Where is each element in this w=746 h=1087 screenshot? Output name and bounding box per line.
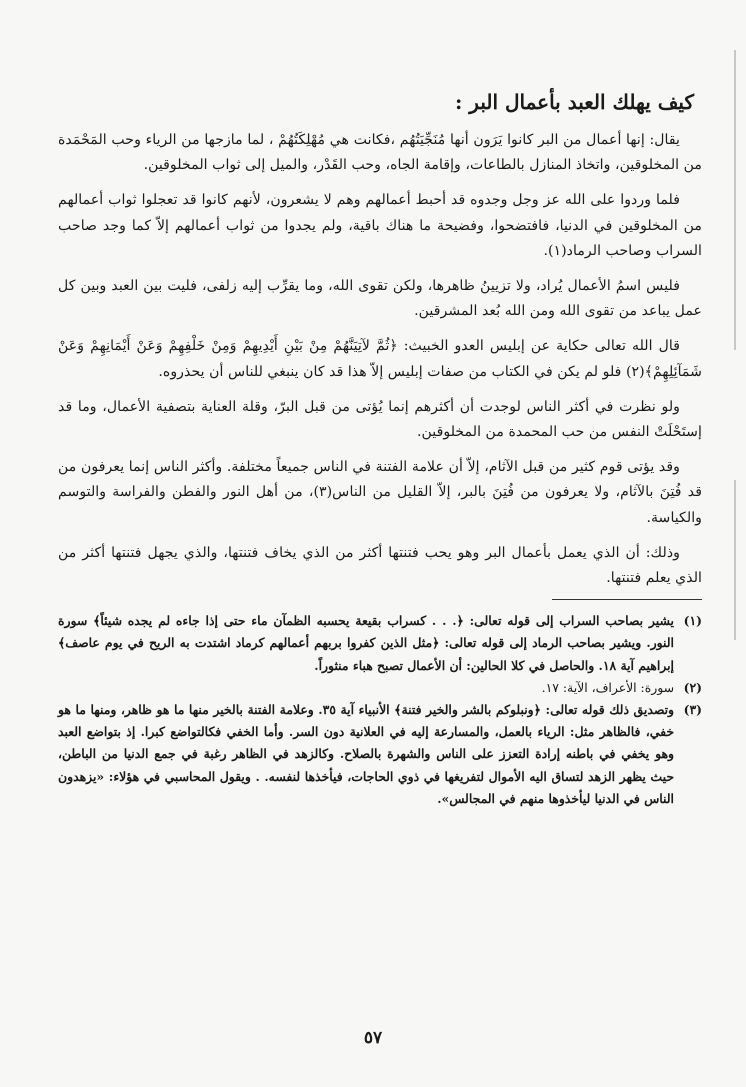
scan-edge-mark: [734, 50, 736, 350]
footnote-text: وتصديق ذلك قوله تعالى: ﴿ونبلوكم بالشر والخير فتنة﴾ الأنبياء آية ٣٥. وعلامة الفتنة بالخير منها ما هو ظاهر، ومنها ما هو خفي، فالظاهر مثل: الرياء بالعمل، والمسارعة إليه في العلانية دون السر. وأما الخفي فكالتواضع كبرا. إذ بتواضع العبد وهو يخفي في باطنه إرادة التعزز على الناس والشهرة بالصلاح. وكالزهد في الظاهر رغبة في جمع الدنيا من الباطن، حيث يظهر الزهد لتساق اليه الأموال لتفريغها في ذوي الحاجات، فيأخذها لنفسه. . ويقول المحاسبي في هؤلاء: «يزهدون الناس في الدنيا ليأخذوها منهم في المجالس».: [58, 702, 675, 806]
footnote-number: (٣): [683, 702, 702, 718]
paragraph: يقال: إنها أعمال من البر كانوا يَرَون أنها مُنَجِّيَتُهُم ،فكانت هي مُهْلِكَتُهُمْ ، لما مازجها من الرياء وحب المَحْمَدة من المخلوقين، واتخاذ المنازل بالطاعات، وإقامة الجاه، وحب القَدْر، والميل إلى ثواب المخلوقين.: [58, 132, 702, 174]
paragraph: فلما وردوا على الله عز وجل وجدوه قد أحبط أعمالهم وهم لا يشعرون، لأنهم كانوا قد تعجلوا ثواب أعمالهم من المخلوقين في الدنيا، فافتضحوا، وفضيحة ما هناك باقية، ولم يجدوا من ثواب أعمالهم إلاّ كما وجد صاحب السراب وصاحب الرماد(١).: [58, 192, 702, 259]
paragraph: وقد يؤتى قوم كثير من قبل الآثام، إلاّ أن علامة الفتنة في الناس جميعاً مختلفة. وأكثر الناس إنما يعرفون من قد فُتِنَ بالآثام، ولا يعرفون من فُتِنَ بالبر، إلاّ القليل من الناس(٣)، من أهل النور والفطن والفراسة والتوسم والكياسة.: [58, 459, 702, 526]
paragraph: قال الله تعالى حكاية عن إبليس العدو الخبيث: ﴿ثُمَّ لآتِيَنَّهُمْ مِنْ بَيْنِ أَيْدِيهِمْ وَمِنْ خَلْفِهِمْ وَعَنْ أَيْمَانِهِمْ وَعَنْ شَمَآئِلِهِمْ﴾(٢) فلو لم يكن في الكتاب من صفات إبليس إلاّ هذا قد كان ينبغي للناس أن يحذروه.: [58, 338, 702, 380]
footnote-number: (١): [683, 613, 702, 629]
paragraph: وذلك: أن الذي يعمل بأعمال البر وهو يحب فتنتها أكثر من الذي يخاف فتنتها، والذي يجهل فتنتها أكثر من الذي يعلم فتنتها.: [58, 544, 702, 587]
footnote-text: سورة: الأعراف، الآية: ١٧.: [541, 679, 674, 695]
scan-edge-mark: [734, 480, 736, 640]
section-heading: كيف يهلك العبد بأعمال البر :: [454, 90, 694, 114]
footnote: [58, 677, 702, 699]
footnote: [58, 610, 702, 677]
footnote-text: يشير بصاحب السراب إلى قوله تعالى: ﴿. . . كسراب بقيعة يحسبه الظمآن ماء حتى إذا جاءه لم يجده شيئاً﴾ سورة النور. ويشير بصاحب الرماد إلى قوله تعالى: ﴿مثل الذين كفروا بربهم أعمالهم كرماد اشتدت به الريح في يوم عاصف﴾ إبراهيم آية ١٨. والحاصل في كلا الحالين: أن الأعمال تصبح هباء منثوراً.: [58, 613, 674, 673]
page-number: ٥٧: [363, 1028, 383, 1048]
footnote-number: (٢): [683, 679, 702, 695]
footnote-separator: [552, 599, 702, 600]
paragraph: ولو نظرت في أكثر الناس لوجدت أن أكثرهم إنما يُؤتى من قبل البرّ، وقلة العناية بتصفية الأعمال، وما قد إستَحْلَتْ النفس من حب المحمدة من المخلوقين.: [58, 398, 702, 441]
paragraph: فليس اسمُ الأعمال يُراد، ولا تزيينُ ظاهرها، ولكن تقوى الله، وما يقرِّب إليه زلفى، فليت بين العبد وبين كل عمل يباعد من تقوى الله ومن الله بُعد المشرقين.: [58, 278, 702, 320]
footnote: [58, 699, 702, 810]
